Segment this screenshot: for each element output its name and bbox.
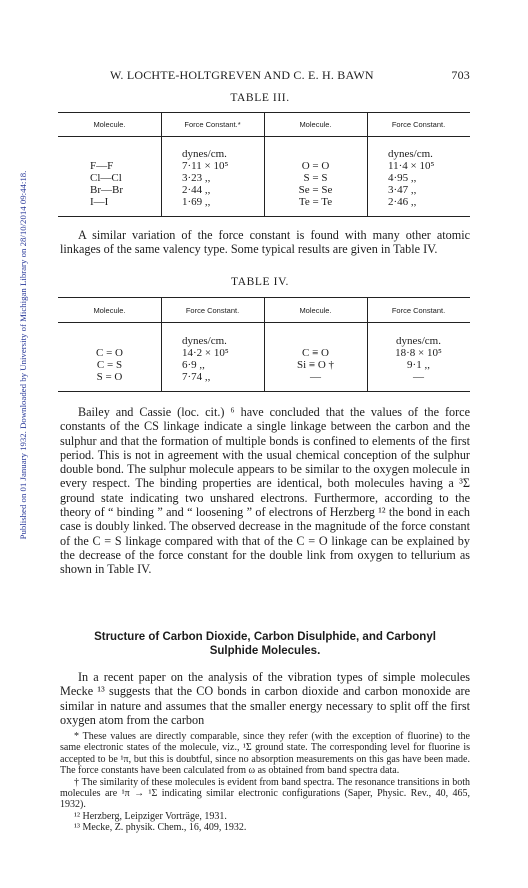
constant-cell: 6·9 ,, [182, 359, 205, 371]
constant-cell: 2·44 ,, [182, 184, 211, 196]
molecule-column [264, 160, 367, 208]
paragraph-mecke [60, 670, 470, 727]
constant-cell: 4·95 ,, [388, 172, 417, 184]
constant-cell: 18·8 × 10⁵ [395, 347, 442, 359]
molecule-cell: Si ≡ O † [296, 359, 335, 371]
force-constant-column [182, 148, 228, 208]
header-molecule: Molecule. [299, 306, 332, 315]
constant-cell: 7·11 × 10⁵ [182, 160, 229, 172]
download-watermark-text: Published on 01 January 1932. Downloaded by University of Michigan Library on 28/10/2014 09:44:18. [18, 170, 28, 540]
force-constant-column [367, 335, 470, 383]
header-force-constant: Force Constant. [185, 306, 240, 315]
molecule-cell: — [310, 371, 321, 383]
paragraph-text: In a recent paper on the analysis of the vibration types of simple molecules Mecke ¹³ suggests that the CO bonds in carbon dioxide and carbon monoxide are similar in nature and assumes that the smaller energy necessary to split off the first oxygen atom from the carbon [60, 670, 470, 727]
molecule-column [58, 347, 161, 383]
author-line: W. LOCHTE-HOLTGREVEN AND C. E. H. BAWN [110, 68, 374, 82]
molecule-cell: S = O [96, 371, 123, 383]
constant-cell: 1·69 ,, [182, 196, 211, 208]
unit-label: dynes/cm. [182, 148, 227, 160]
download-watermark [2, 95, 28, 615]
table-bottom-rule [58, 391, 470, 392]
constant-cell: — [413, 371, 424, 383]
paragraph-bailey-cassie [60, 405, 470, 577]
footnotes [60, 731, 470, 834]
constant-cell: 3·23 ,, [182, 172, 211, 184]
force-constant-column [388, 148, 434, 208]
paragraph-typical-results [60, 228, 470, 257]
header-force-constant: Force Constant.* [184, 120, 241, 129]
page-number: 703 [451, 68, 470, 82]
paragraph-text: Bailey and Cassie (loc. cit.) ⁶ have concluded that the values of the force constants of the CS linkage indicate a single linkage between the carbon and the sulphur and that the formation of multiple bonds is confined to elements of the first period. This is not in agreement with the usual chemical conception of the sulphur double bond. The sulphur molecule appears to be similar to the oxygen molecule in every respect. The binding properties are identical, both molecules having a ³Σ ground state indicating two unshared electrons. Furthermore, according to the theory of “ binding ” and “ loosening ” of electrons of Herzberg ¹² the bond in each case is doubly linked. The observed decrease in the magnitude of the force constant of the C = S linkage compared with that of the C = O linkage can be explained by the decrease of the force constant for the double link from oxygen to tellurium as shown in Table IV. [60, 405, 470, 577]
molecule-cell: O = O [301, 160, 330, 172]
constant-cell: 9·1 ,, [407, 359, 430, 371]
header-molecule: Molecule. [299, 120, 332, 129]
constant-cell: 11·4 × 10⁵ [388, 160, 435, 172]
molecule-cell: Se = Se [298, 184, 333, 196]
section-heading [60, 630, 470, 658]
table-4-caption: TABLE IV. [231, 276, 289, 288]
molecule-cell: C = S [96, 359, 123, 371]
constant-cell: 14·2 × 10⁵ [182, 347, 229, 359]
molecule-cell: C ≡ O [302, 347, 329, 359]
molecule-column [264, 347, 367, 383]
molecule-cell: S = S [303, 172, 328, 184]
footnote: ¹² Herzberg, Leipziger Vorträge, 1931. [74, 810, 227, 822]
unit-label: dynes/cm. [388, 148, 433, 160]
header-molecule: Molecule. [93, 306, 126, 315]
header-molecule: Molecule. [93, 120, 126, 129]
section-heading-line: Structure of Carbon Dioxide, Carbon Disulphide, and Carbonyl [94, 631, 436, 643]
molecule-cell: C = O [96, 347, 123, 359]
unit-label: dynes/cm. [396, 335, 441, 347]
table-3 [58, 112, 470, 218]
molecule-cell: F—F [90, 160, 114, 172]
footnote: † The similarity of these molecules is evident from band spectra. The resonance transitions in both molecules are ¹π → ¹Σ indicating similar electronic configurations (Saper, Physic. Rev., 40, 465, 1932). [60, 776, 470, 811]
constant-cell: 3·47 ,, [388, 184, 417, 196]
header-force-constant: Force Constant. [391, 120, 446, 129]
footnote: * These values are directly comparable, since they refer (with the exception of fluorine) to the same electronic states of the molecule, viz., ¹Σ ground state. The corresponding level for fluorine is accepted to be ¹π, but this is doubtful, since no absorption measurements on this gas have been made. The force constants have been calculated from ω as obtained from band spectra data. [60, 731, 470, 777]
constant-cell: 2·46 ,, [388, 196, 417, 208]
section-heading-line: Sulphide Molecules. [209, 645, 321, 657]
molecule-cell: Te = Te [298, 196, 333, 208]
footnote: ¹³ Mecke, Z. physik. Chem., 16, 409, 1932. [74, 822, 247, 834]
molecule-cell: Cl—Cl [90, 172, 122, 184]
constant-cell: 7·74 ,, [182, 371, 211, 383]
force-constant-column [182, 335, 229, 383]
table-3-caption: TABLE III. [230, 92, 290, 104]
unit-label: dynes/cm. [182, 335, 227, 347]
table-bottom-rule [58, 216, 470, 217]
molecule-cell: I—I [90, 196, 109, 208]
header-force-constant: Force Constant. [391, 306, 446, 315]
table-4 [58, 297, 470, 395]
paragraph-text: A similar variation of the force constant is found with many other atomic linkages of the same valency type. Some typical results are given in Table IV. [60, 228, 470, 257]
molecule-column [90, 160, 123, 208]
molecule-cell: Br—Br [90, 184, 123, 196]
